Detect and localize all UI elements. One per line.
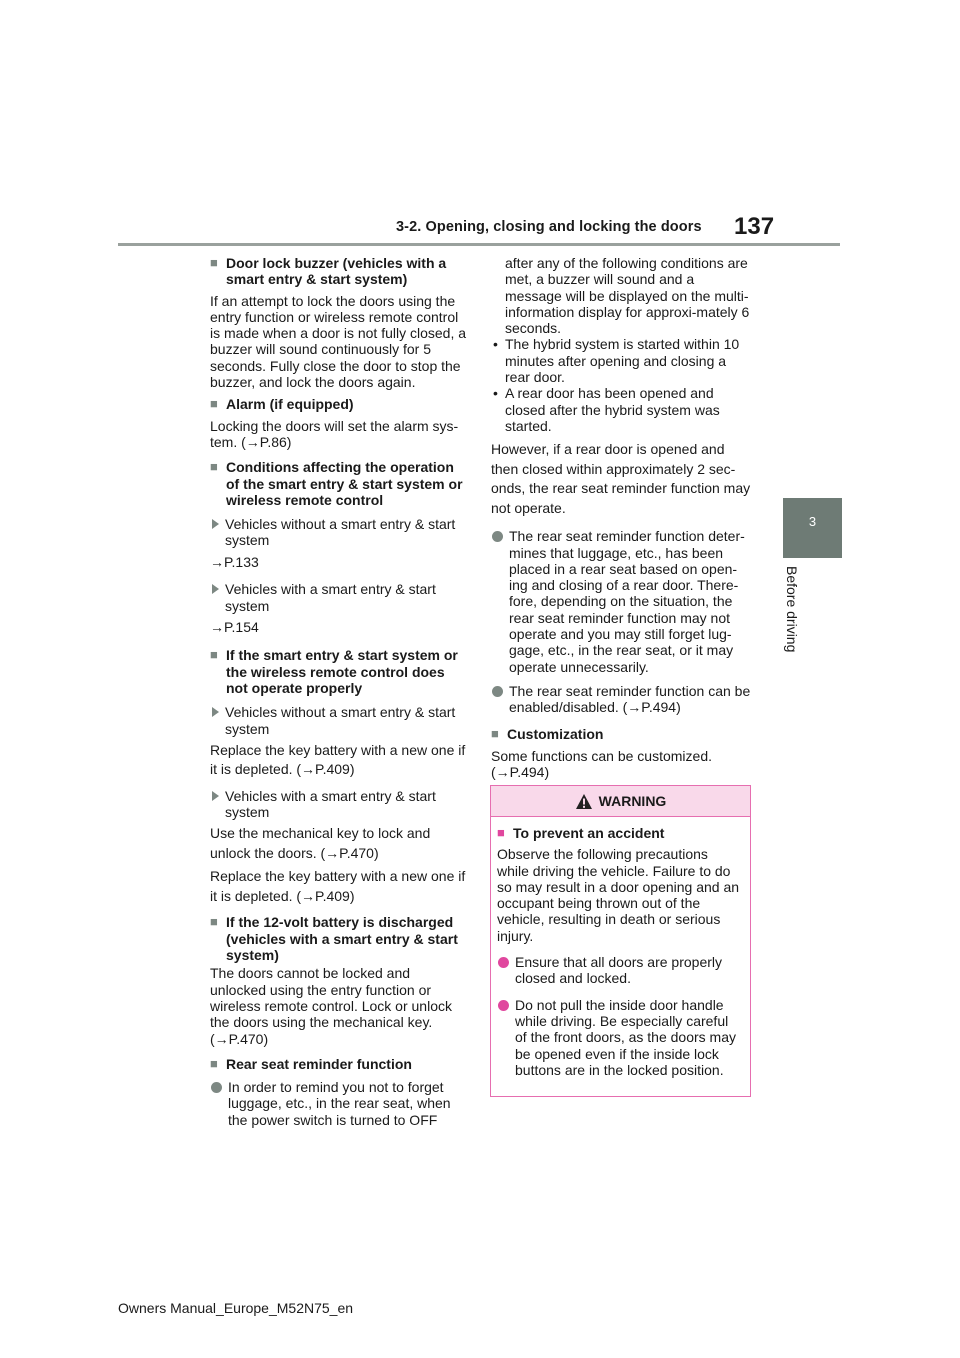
triangle-marker-icon: [212, 584, 219, 594]
paragraph: Use the mechanical key to lock and unlock the doors. (→P.470): [210, 825, 431, 861]
chapter-side-label: Before driving: [784, 566, 800, 653]
list-item: • The hybrid system is started within 10 minutes after opening and closing a rear door.: [491, 336, 753, 385]
sub-heading: Vehicles with a smart entry & start system: [210, 581, 468, 614]
sub-heading: Vehicles without a smart entry & start system: [210, 516, 468, 549]
paragraph: Observe the following precautions while driving the vehicle. Failure to do so may result in a door opening and an occupant being thrown out of the vehicle, resulting in death or serious injury.: [497, 846, 740, 944]
section-heading: ■ If the 12-volt battery is discharged (vehicles with a smart entry & start system): [210, 914, 468, 963]
warning-box: [490, 785, 751, 1097]
paragraph: The doors cannot be locked and unlocked using the entry function or wireless remote control. Lock or unlock the doors using the mechanical key. (→P.470): [210, 965, 452, 1047]
paragraph: Locking the doors will set the alarm sys-tem. (→P.86): [210, 417, 459, 450]
header-divider: [118, 243, 840, 246]
page-reference-link[interactable]: →P.154: [210, 618, 259, 635]
section-heading: ■ Conditions affecting the operation of the smart entry & start system or wireless remote control: [210, 459, 468, 508]
section-heading: ■ Door lock buzzer (vehicles with a smart entry & start system): [210, 255, 468, 288]
paragraph: after any of the following conditions are met, a buzzer will sound and a message will be displayed on the multi-information display for approxi-mately 6 seconds.: [505, 255, 750, 337]
warning-body: [491, 817, 750, 1078]
bullet-item: The rear seat reminder function deter-mines that luggage, etc., has been placed in a rear seat based on open-ing and closing of a rear door. There-fore, depending on the situation, the rear seat reminder function may not operate and you may still forget lug-gage, etc., in the rear seat, or it may operate unnecessarily.: [491, 528, 753, 675]
section-heading: ■ Alarm (if equipped): [210, 396, 468, 412]
section-title: 3-2. Opening, closing and locking the doors: [396, 219, 702, 235]
paragraph: If an attempt to lock the doors using the entry function or wireless remote control is made when a door is not fully closed, a buzzer will sound continuously for 5 seconds. Fully close the door to stop the buzzer, and lock the doors again.: [210, 292, 467, 391]
sub-heading: Vehicles without a smart entry & start system: [210, 704, 468, 737]
warning-triangle-icon: [575, 793, 593, 810]
section-heading: ■ Customization: [491, 726, 753, 742]
left-column: [210, 255, 468, 1136]
bullet-item: The rear seat reminder function can be enabled/disabled. (→P.494): [491, 683, 753, 716]
paragraph: Some functions can be customized. (→P.494): [491, 747, 713, 781]
sub-heading: Vehicles with a smart entry & start system: [210, 788, 468, 821]
chapter-tab: 3: [783, 498, 842, 558]
page-reference-link[interactable]: →P.133: [210, 553, 259, 570]
paragraph: Replace the key battery with a new one if it is depleted. (→P.409): [210, 868, 466, 904]
warning-label: WARNING: [598, 793, 667, 809]
bullet-item: In order to remind you not to forget luggage, etc., in the rear seat, when the power switch is turned to OFF: [210, 1079, 468, 1128]
bullet-item: Ensure that all doors are properly closed and locked.: [497, 954, 742, 987]
bullet-item: Do not pull the inside door handle while driving. Be especially careful of the front doors, as the doors may be opened even if the inside lock buttons are in the locked position.: [497, 997, 742, 1078]
right-column: [491, 255, 753, 786]
list-item: • A rear door has been opened and closed after the hybrid system was started.: [491, 385, 753, 434]
section-heading: ■ If the smart entry & start system or the wireless remote control does not operate properly: [210, 647, 468, 696]
paragraph: Replace the key battery with a new one if it is depleted. (→P.409): [210, 741, 466, 778]
footer-text: Owners Manual_Europe_M52N75_en: [118, 1300, 354, 1316]
warning-title: ■ To prevent an accident: [497, 825, 742, 841]
warning-header: [491, 786, 750, 817]
paragraph: However, if a rear door is opened and then closed within approximately 2 sec-onds, the rear seat reminder function may not operate.: [491, 441, 751, 516]
triangle-marker-icon: [212, 519, 219, 529]
triangle-marker-icon: [212, 791, 219, 801]
section-heading: ■ Rear seat reminder function: [210, 1056, 468, 1072]
page-number: 137: [734, 213, 775, 240]
triangle-marker-icon: [212, 707, 219, 717]
